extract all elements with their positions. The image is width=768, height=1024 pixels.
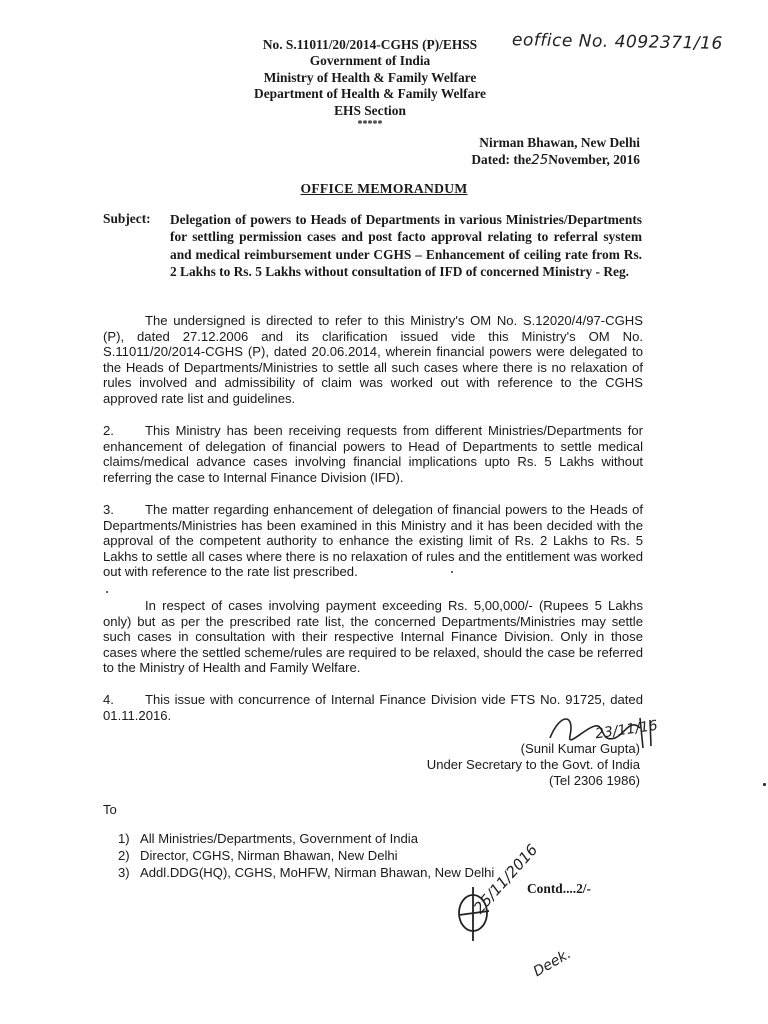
- paragraph-2-number: 2.: [103, 423, 114, 438]
- recipient-item: 1) All Ministries/Departments, Government of India: [118, 831, 418, 846]
- subject-text: Delegation of powers to Heads of Departments in various Ministries/Departments for settling permission cases and post facto approval relating to referral system and medical reimbursement under CGHS – Enhancement of ceiling rate from Rs. 2 Lakhs to Rs. 5 Lakhs without consultation of IFD of concerned Ministry - Reg.: [170, 212, 642, 280]
- paragraph-4-number: 4.: [103, 692, 114, 707]
- handwritten-margin-note: Deek.: [530, 945, 574, 981]
- continued-marker: Contd....2/-: [527, 881, 591, 896]
- memo-title: OFFICE MEMORANDUM: [300, 181, 468, 196]
- paragraph-3-text: The matter regarding enhancement of delegation of financial powers to the Heads of Departments/Ministries has been examined in this Ministry and it has been decided with the approval of the competent authority to enhance the existing limit of Rs. 2 Lakhs to Rs. 5 Lakhs to settle all cases where there is no relaxation of rules and the entitlement was worked out with reference to the rate list prescribed.: [103, 502, 643, 579]
- signatory-name: (Sunil Kumar Gupta): [520, 741, 640, 756]
- to-label: To: [103, 802, 117, 817]
- paragraph-3: [103, 502, 643, 580]
- date-prefix: Dated: the: [471, 151, 532, 167]
- paragraph-3b: [103, 598, 643, 676]
- place-date-block: [471, 135, 640, 169]
- letterhead: [245, 37, 495, 130]
- place: Nirman Bhawan, New Delhi: [479, 135, 640, 150]
- handwritten-office-number: eoffice No. 4092371/16: [511, 30, 723, 54]
- department-line: Department of Health & Family Welfare: [254, 86, 486, 102]
- paragraph-2-text: This Ministry has been receiving requests from different Ministries/Departments for enhancement of delegation of financial powers to Head of Departments to settle medical claims/medical advance cases involving financial implications upto Rs. 5 Lakhs without referring the case to Internal Finance Division (IFD).: [103, 423, 643, 485]
- date-rest: November, 2016: [548, 151, 640, 167]
- paragraph-3b-text: In respect of cases involving payment exceeding Rs. 5,00,000/- (Rupees 5 Lakhs only) but as per the prescribed rate list, the concerned Departments/Ministries may settle such cases in consultation with their respective Internal Finance Division. Only in those cases where the settled scheme/rules are required to be relaxed, should the case be referred to the Ministry of Health and Family Welfare.: [103, 598, 643, 675]
- govt-line: Government of India: [309, 53, 431, 69]
- section-line: EHS Section: [334, 102, 406, 118]
- signature-date: 23/11/16: [594, 717, 659, 743]
- paragraph-3-number: 3.: [103, 502, 114, 517]
- ministry-line: Ministry of Health & Family Welfare: [263, 69, 477, 85]
- handwritten-margin-date: 25/11/2016: [470, 840, 542, 918]
- file-number: No. S.11011/20/2014-CGHS (P)/EHSS: [262, 37, 478, 52]
- signatory-block: [427, 741, 640, 790]
- speck: [106, 591, 108, 593]
- paragraph-4-text: This issue with concurrence of Internal Finance Division vide FTS No. 91725, dated 01.11.2016.: [103, 692, 643, 723]
- signatory-tel: (Tel 2306 1986): [549, 773, 640, 789]
- recipients-list: [118, 831, 494, 881]
- date-line: [471, 152, 640, 170]
- paragraph-1-text: The undersigned is directed to refer to this Ministry's OM No. S.12020/4/97-CGHS (P), dated 27.12.2006 and its clarification issued vide this Ministry's OM No. S.11011/20/2014-CGHS (P), dated 20.06.2014, wherein financial powers were delegated to the Heads of Departments/Ministries to settle all such cases where there is no relaxation of rules involved and admissibility of claim was worked out with reference to the CGHS approved rate list and guidelines.: [103, 313, 643, 406]
- date-day-handwritten: 25: [531, 152, 549, 168]
- paragraph-1: [103, 313, 643, 406]
- signatory-designation: Under Secretary to the Govt. of India: [426, 757, 640, 773]
- stars-divider: *****: [357, 119, 383, 131]
- recipient-item: 2) Director, CGHS, Nirman Bhawan, New Delhi: [118, 847, 398, 863]
- speck: [763, 783, 766, 786]
- speck: [451, 571, 453, 573]
- paragraph-2: [103, 423, 643, 485]
- subject-label: Subject:: [103, 211, 151, 226]
- recipient-item: 3) Addl.DDG(HQ), CGHS, MoHFW, Nirman Bhawan, New Delhi: [118, 864, 495, 880]
